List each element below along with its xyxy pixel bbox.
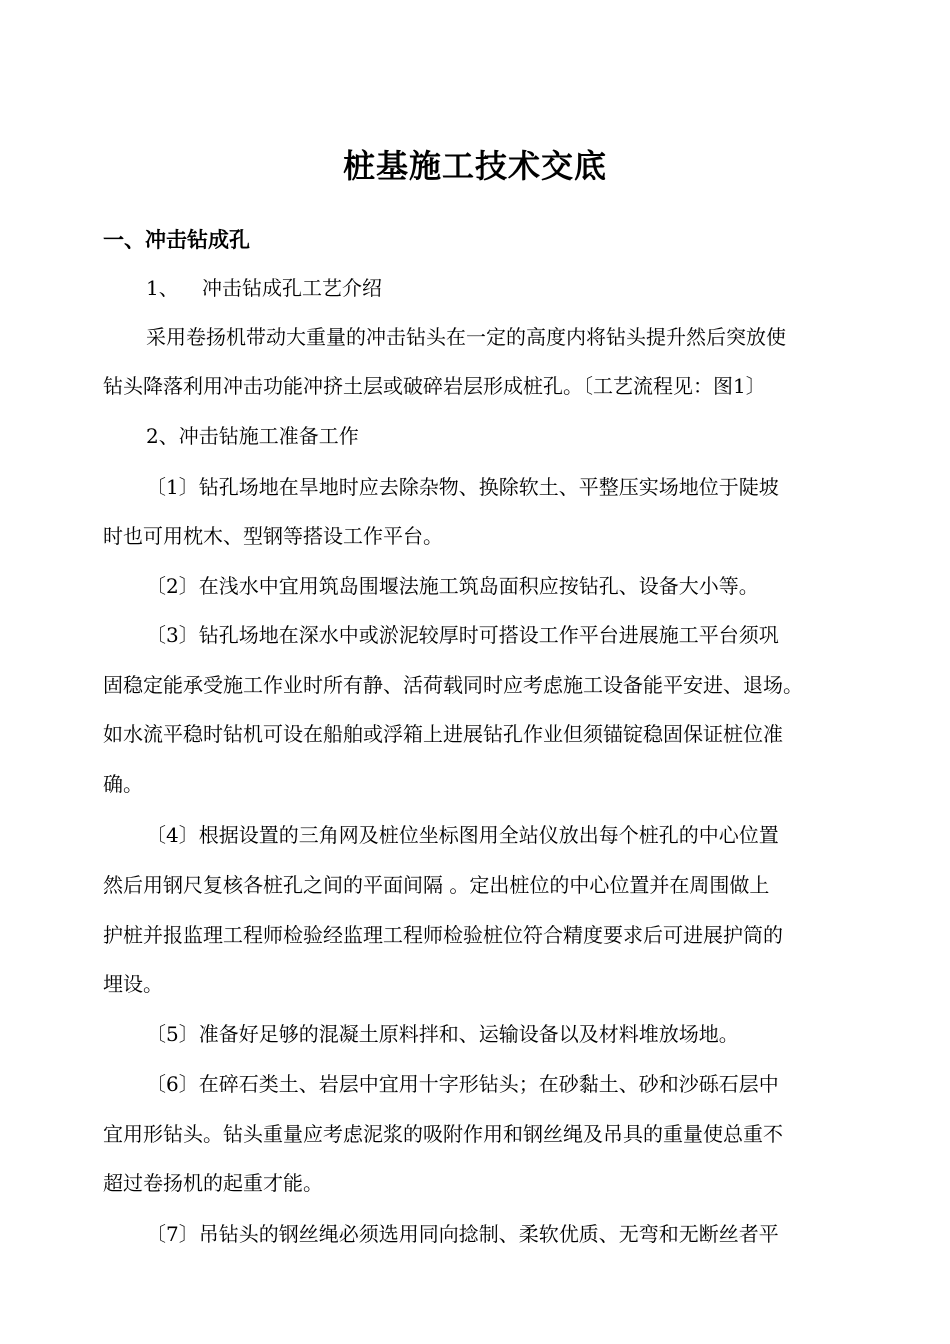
paragraph-line: 〔2〕在浅水中宜用筑岛围堰法施工筑岛面积应按钻孔、设备大小等。 xyxy=(146,574,759,598)
subheading-1 xyxy=(146,273,863,303)
paragraph-line: 〔5〕准备好足够的混凝土原料拌和、运输设备以及材料堆放场地。 xyxy=(146,1022,739,1046)
paragraph-line: 然后用钢尺复核各桩孔之间的平面间隔 。定出桩位的中心位置并在周围做上 xyxy=(103,873,770,897)
paragraph-line: 如水流平稳时钻机可设在船舶或浮箱上进展钻孔作业但须锚锭稳固保证桩位准 xyxy=(103,722,783,746)
paragraph-line: 埋设。 xyxy=(103,972,163,996)
paragraph-line: 固稳定能承受施工作业时所有静、活荷载同时应考虑施工设备能平安进、退场。 xyxy=(103,673,803,697)
paragraph-line: 采用卷扬机带动大重量的冲击钻头在一定的高度内将钻头提升然后突放使 xyxy=(146,325,786,349)
subheading-1-text: 冲击钻成孔工艺介绍 xyxy=(202,276,382,300)
paragraph-line: 〔1〕钻孔场地在旱地时应去除杂物、换除软土、平整压实场地位于陡坡 xyxy=(146,475,779,499)
section-heading: 一、冲击钻成孔 xyxy=(103,227,250,252)
subheading-2: 2、冲击钻施工准备工作 xyxy=(146,424,359,448)
subheading-1-number: 1、 xyxy=(146,276,179,300)
paragraph-line: 〔3〕钻孔场地在深水中或淤泥较厚时可搭设工作平台进展施工平台须巩 xyxy=(146,623,779,647)
paragraph-line: 时也可用枕木、型钢等搭设工作平台。 xyxy=(103,524,443,548)
paragraph-line: 超过卷扬机的起重才能。 xyxy=(103,1171,323,1195)
paragraph-line: 〔7〕吊钻头的钢丝绳必须选用同向捻制、柔软优质、无弯和无断丝者平 xyxy=(146,1222,779,1246)
paragraph-line: 确。 xyxy=(103,772,143,796)
paragraph-line: 宜用形钻头。钻头重量应考虑泥浆的吸附作用和钢丝绳及吊具的重量使总重不 xyxy=(103,1122,783,1146)
paragraph-line: 护桩并报监理工程师检验经监理工程师检验桩位符合精度要求后可进展护筒的 xyxy=(103,923,783,947)
paragraph-line: 钻头降落利用冲击功能冲挤土层或破碎岩层形成桩孔。〔工艺流程见：图1〕 xyxy=(103,374,766,398)
document-title: 桩基施工技术交底 xyxy=(342,147,607,185)
paragraph-line: 〔6〕在碎石类土、岩层中宜用十字形钻头；在砂黏土、砂和沙砾石层中 xyxy=(146,1072,779,1096)
paragraph-line: 〔4〕根据设置的三角网及桩位坐标图用全站仪放出每个桩孔的中心位置 xyxy=(146,823,779,847)
